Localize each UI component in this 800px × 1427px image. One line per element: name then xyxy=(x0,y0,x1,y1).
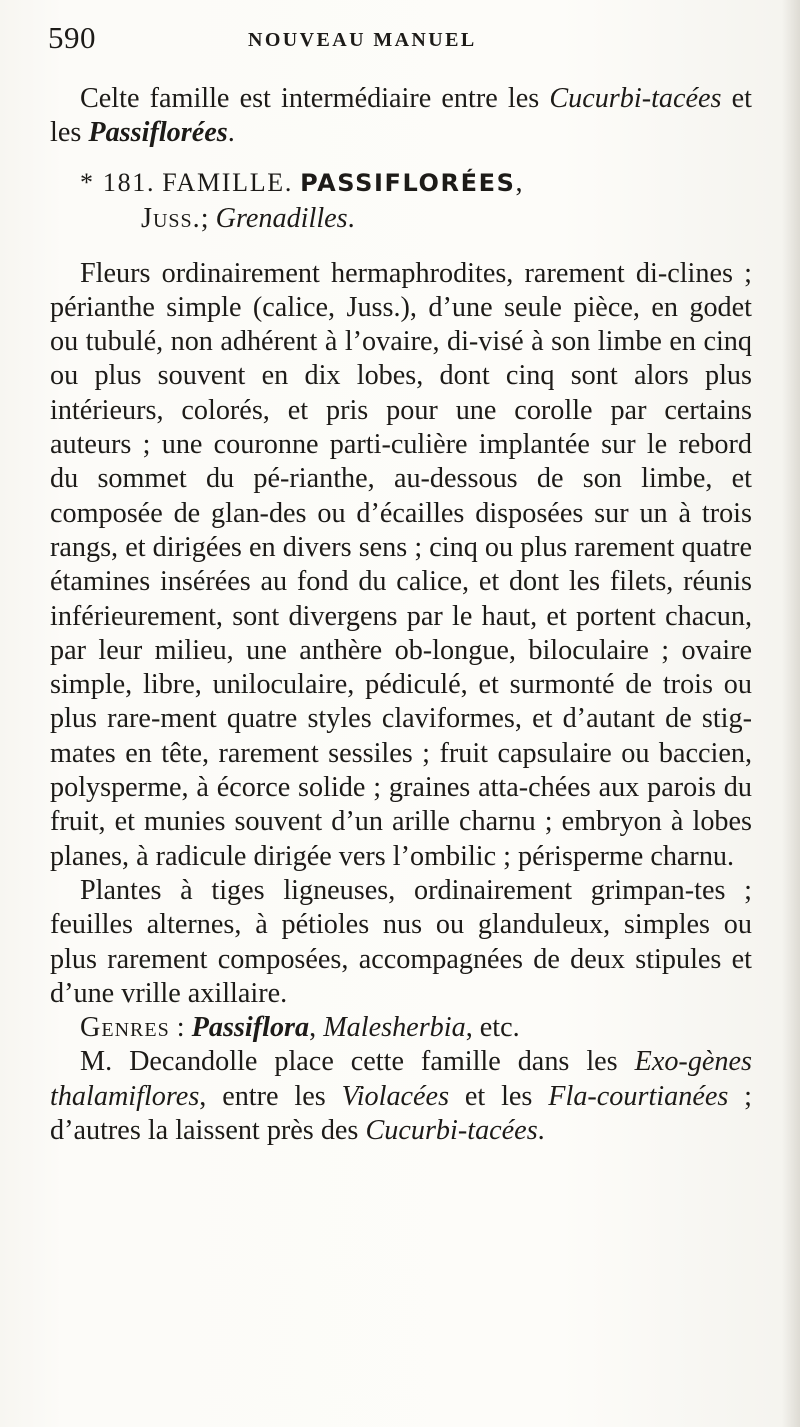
genres-comma: , xyxy=(309,1012,324,1044)
cucurbitacees-term: Cucurbi-tacées xyxy=(549,83,722,114)
intro-text-middle: et les xyxy=(50,83,753,149)
page-right-edge-shadow xyxy=(782,0,800,1427)
family-label: FAMILLE. xyxy=(162,167,294,197)
genres-label: Genres xyxy=(80,1012,170,1044)
page-header xyxy=(48,18,748,58)
genres-end: , etc. xyxy=(465,1012,520,1044)
note-text-3: et les xyxy=(449,1080,549,1112)
exogenes-thalamiflores-term: Exo-gènes thalamiflores xyxy=(50,1046,752,1112)
passiflorees-term: Passiflorées xyxy=(88,117,228,149)
family-name-separator: , xyxy=(515,166,523,198)
family-author: Juss. xyxy=(141,202,201,234)
family-name: PASSIFLORÉES xyxy=(300,168,516,197)
family-heading-second-line xyxy=(50,201,752,237)
cucurbitacees-final-term: Cucurbi-tacées xyxy=(365,1115,538,1147)
violacees-term: Violacées xyxy=(341,1080,450,1112)
note-text-4: ; d’autres la laissent près des xyxy=(50,1080,752,1147)
page-text-block xyxy=(50,82,752,1148)
family-heading xyxy=(50,165,752,237)
decandolle-note-paragraph xyxy=(50,1045,752,1148)
genus-malesherbia: Malesherbia xyxy=(323,1012,466,1044)
genres-paragraph xyxy=(50,1011,752,1045)
family-common-name: Grenadilles xyxy=(215,202,348,234)
genres-separator: : xyxy=(169,1012,192,1044)
note-end: . xyxy=(537,1115,545,1147)
genus-passiflora: Passiflora xyxy=(191,1012,310,1044)
note-author: M. Decandolle xyxy=(80,1046,258,1078)
family-heading-end: . xyxy=(347,202,355,234)
running-head: NOUVEAU MANUEL xyxy=(248,29,477,51)
note-text-1: place cette famille dans les xyxy=(257,1046,635,1078)
family-author-separator: ; xyxy=(200,202,216,234)
plant-habit-paragraph: Plantes à tiges ligneuses, ordinairement grimpan-tes ; feuilles alternes, à pétioles nus ou glanduleux, simples ou plus rarement composées, accompagnées de deux stipules et d’une vrille axillaire. xyxy=(50,874,752,1009)
page-number: 590 xyxy=(48,20,96,55)
flacourtianees-term: Fla-courtianées xyxy=(548,1080,729,1112)
botanical-description-paragraph: Fleurs ordinairement hermaphrodites, rarement di-clines ; périanthe simple (calice, Juss.), d’une seule pièce, en godet ou tubulé, non adhérent à l’ovaire, di-visé à son limbe en cinq ou plus souvent en dix lobes, dont cinq sont alors plus intérieurs, colorés, et pris pour une corolle par certains auteurs ; une couronne parti-culière implantée sur le rebord du sommet du pé-rianthe, au-dessous de son limbe, et composée de glan-des ou d’écailles disposées sur un à trois rangs, et dirigées en divers sens ; cinq ou plus rarement quatre étamines insérées au fond du calice, et dont les filets, réunis inférieurement, sont divergens par le haut, et portent chacun, par leur milieu, une anthère ob-longue, biloculaire ; ovaire simple, libre, uniloculaire, pédiculé, et surmonté de trois ou plus rare-ment quatre styles claviformes, et d’autant de stig-mates en tête, rarement sessiles ; fruit capsulaire ou baccien, polysperme, à écorce solide ; graines atta-chées aux parois du fruit, et munies souvent d’un arille charnu ; embryon à lobes planes, à radicule dirigée vers l’ombilic ; périsperme charnu. xyxy=(50,257,752,872)
intro-text-before: Celte famille est intermédiaire entre les xyxy=(80,83,550,114)
intro-text-after: . xyxy=(227,117,235,149)
introductory-sentence xyxy=(50,82,752,151)
family-number: * 181. xyxy=(80,167,156,197)
note-text-2: , entre les xyxy=(199,1080,342,1112)
